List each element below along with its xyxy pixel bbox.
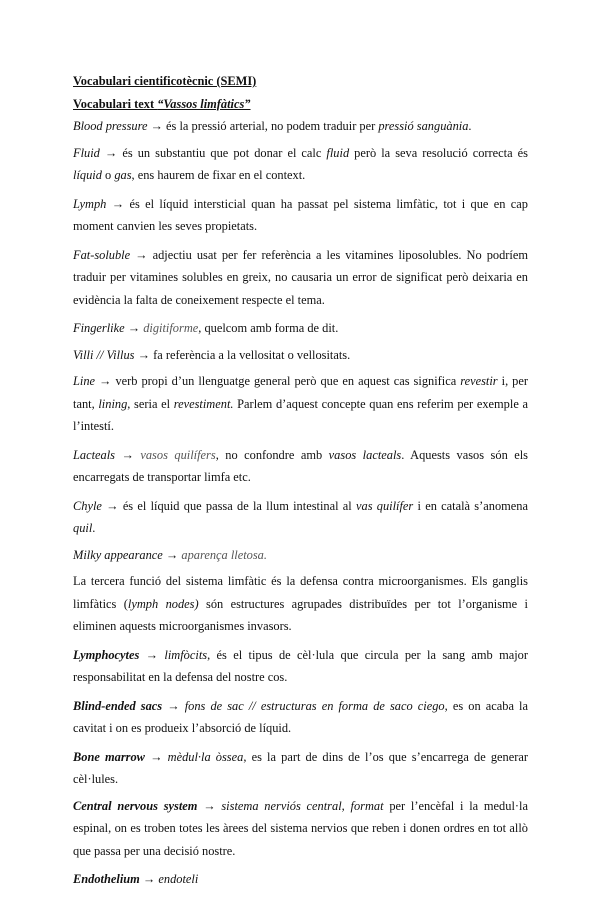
- entry-text: és la pressió arterial, no podem traduir per: [166, 119, 379, 133]
- entry-line: [73, 370, 528, 438]
- section-title-prefix: Vocabulari text: [73, 96, 158, 111]
- entry-term: Villi // Villus: [73, 347, 135, 362]
- entry-text-3: o: [101, 168, 115, 182]
- arrow: →: [124, 321, 144, 335]
- entry-text: fa referència a la vellositat o vellositats.: [153, 347, 351, 362]
- arrow: →: [134, 347, 154, 362]
- entry-end: .: [468, 119, 472, 133]
- entry-italic: aparença lletosa.: [181, 547, 267, 562]
- entry-text-2: i en català s’anomena: [413, 498, 528, 513]
- paragraph-end: són estructures agrupades distribuïdes per tot l’organisme i eliminen aquests microorganismes invasors.: [73, 596, 528, 633]
- entry-term: Fingerlike: [73, 321, 125, 335]
- entry-term: Blind-ended sacs: [73, 698, 163, 713]
- arrow: →: [144, 749, 168, 764]
- entry-text: , és el tipus de cèl·lula que circula per la sang amb major responsabilitat en la defensa del nostre cos.: [73, 647, 528, 684]
- entry-italic-2: lining: [98, 396, 128, 411]
- entry-italic-2: quil: [73, 521, 93, 535]
- entry-endothelium: [73, 868, 528, 891]
- entry-term: Lymphocytes: [73, 647, 140, 662]
- arrow: →: [95, 374, 116, 388]
- entry-text-2: però la seva resolució correcta és: [349, 145, 528, 160]
- entry-text: és un substantiu que pot donar el calc: [122, 145, 327, 160]
- entry-italic: digitiforme: [143, 321, 199, 335]
- entry-term: Fat-soluble: [73, 247, 131, 262]
- arrow: →: [139, 872, 159, 886]
- entry-lymph: [73, 193, 528, 238]
- arrow: →: [162, 698, 185, 713]
- entry-italic-2: líquid: [73, 168, 102, 182]
- arrow: →: [101, 498, 123, 513]
- entry-term: Line: [73, 374, 96, 388]
- arrow: →: [197, 798, 222, 813]
- entry-bone-marrow: [73, 746, 528, 791]
- entry-text-3: , seria el: [127, 396, 174, 411]
- entry-lacteals: [73, 444, 528, 489]
- entry-fluid: [73, 142, 528, 187]
- entry-fingerlike: [73, 317, 528, 340]
- entry-text: verb propi d’un llenguatge general però que en aquest cas significa: [115, 374, 461, 388]
- entry-term: Chyle: [73, 498, 102, 513]
- entry-text: , quelcom amb forma de dit.: [198, 321, 339, 335]
- arrow: →: [130, 247, 153, 262]
- entry-text: és el líquid que passa de la llum intestinal al: [122, 498, 356, 513]
- entry-villi: [73, 344, 528, 367]
- entry-term: Lymph: [73, 196, 107, 211]
- document-title: Vocabulari cientificotècnic (SEMI): [73, 74, 257, 88]
- entry-italic: vasos quilífers: [140, 447, 216, 462]
- entry-text: , es on acaba la cavitat i on es produeix l’absorció de líquid.: [73, 698, 528, 735]
- entry-term: Blood pressure: [73, 119, 148, 133]
- body-paragraph: [73, 570, 528, 638]
- entry-lymphocytes: [73, 644, 528, 689]
- entry-italic: mèdul·la òssea: [167, 749, 244, 764]
- entry-end: . Aquests vasos són els encarregats de transportar limfa etc.: [73, 447, 529, 484]
- arrow: →: [139, 647, 165, 662]
- entry-term: Bone marrow: [73, 749, 145, 764]
- entry-italic-2: format: [344, 798, 384, 813]
- entry-italic-3: revestiment.: [173, 396, 234, 411]
- entry-text: adjectiu usat per fer referència a les vitamines liposolubles. No podríem traduir per vitamines solubles en greix, no causaria un error de significat però deixaria en evidència la falta de coneixement respecte el tema.: [73, 247, 528, 307]
- entry-text: per l’encèfal i la medul·la espinal, on es troben totes les àrees del sistema nervios que reben i donen ordres en tot allò que passa per una decisió nostre.: [73, 798, 528, 858]
- entry-text-2: i, per tant,: [73, 374, 529, 411]
- entry-term: Lacteals: [73, 447, 115, 462]
- entry-italic: fons de sac // estructuras en forma de saco ciego: [184, 698, 445, 713]
- entry-text: , no confondre amb: [215, 447, 329, 462]
- entry-end: , ens haurem de fixar en el context.: [131, 168, 306, 182]
- entry-term: Fluid: [73, 145, 100, 160]
- entry-italic: pressió sanguània: [378, 119, 469, 133]
- entry-term: Central nervous system: [73, 798, 198, 813]
- section-title-italic: “Vassos limfàtics”: [157, 96, 251, 111]
- document-page: [73, 70, 528, 897]
- entry-italic-3: gas: [114, 168, 132, 182]
- entry-central-nervous-system: [73, 795, 528, 863]
- entry-blind-ended-sacs: [73, 695, 528, 740]
- entry-milky-appearance: [73, 544, 528, 567]
- arrow: →: [147, 119, 167, 133]
- paragraph-italic: lymph nodes): [127, 596, 199, 611]
- paragraph-text: La tercera funció del sistema limfàtic és la defensa contra microorganismes. Els ganglis limfàtics (: [73, 574, 528, 611]
- section-title: [73, 93, 528, 116]
- entry-italic: endoteli: [158, 872, 199, 886]
- entry-italic: vas quilífer: [356, 498, 414, 513]
- arrow: →: [115, 447, 141, 462]
- entry-italic: limfòcits: [164, 647, 208, 662]
- arrow: →: [106, 196, 130, 211]
- entry-term: Endothelium: [73, 872, 140, 886]
- entry-italic: fluid: [326, 145, 350, 160]
- entry-text: , es la part de dins de l’os que s’encarrega de generar cèl·lules.: [73, 749, 528, 786]
- entry-italic-2: vasos lacteals: [328, 447, 402, 462]
- entry-blood-pressure: [73, 115, 528, 138]
- entry-term: Milky appearance: [73, 547, 163, 562]
- entry-end: .: [92, 521, 96, 535]
- arrow: →: [99, 145, 123, 160]
- entry-fat-soluble: [73, 244, 528, 312]
- entry-italic: sistema nerviós central,: [221, 798, 345, 813]
- entry-text: és el líquid intersticial quan ha passat pel sistema limfàtic, tot i que en cap moment canvien les seves propietats.: [73, 196, 528, 233]
- entry-italic: revestir: [460, 374, 498, 388]
- entry-chyle: [73, 495, 528, 540]
- arrow: →: [162, 547, 182, 562]
- entry-end: Parlem d’aquest concepte quan ens referim per exemple a l’intestí.: [73, 396, 528, 433]
